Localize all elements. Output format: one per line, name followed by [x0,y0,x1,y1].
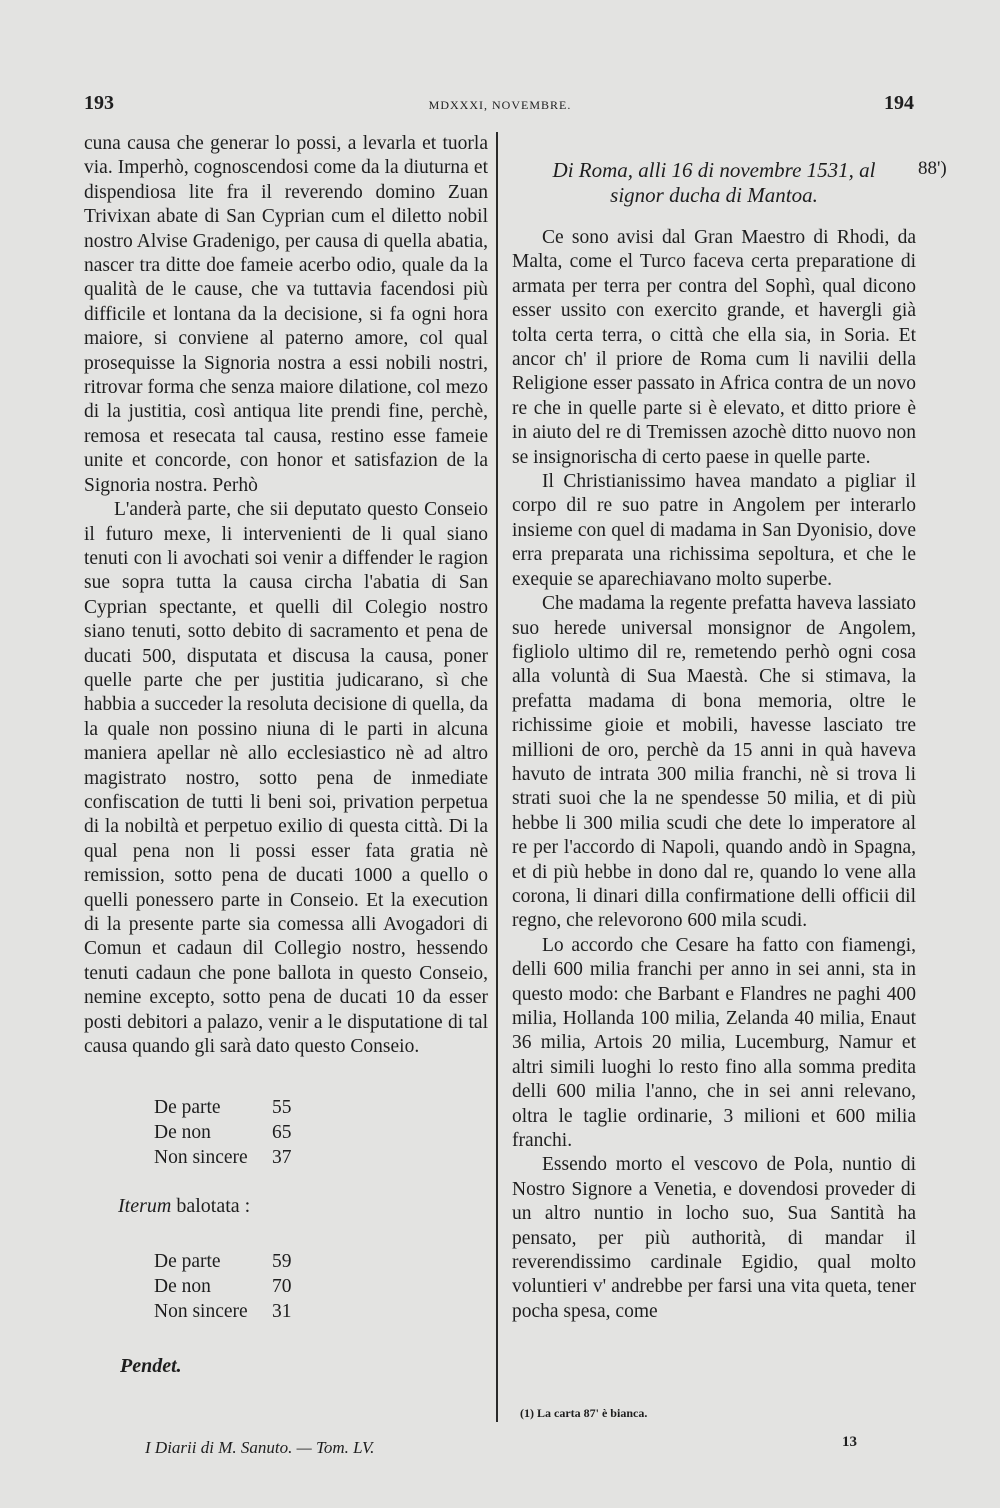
vote-label: Non sincere [154,1300,248,1322]
vote-table-1 [154,1095,292,1170]
paragraph: L'anderà parte, che sii deputato questo Conseio il futuro mexe, li intervenienti de li qual siano tenuti con li avochati soi venir a diffender le ragion sue sopra tutta la causa circha l'abatia di San Cyprian spectante, et quelli dil Colegio nostro siano tenuti, sotto debito di sacramento et pena de ducati 500, disputata et discusa la causa, poner quelle parte che per justitia judicarano, sì che habbia a succeder la resoluta decisione di quella, da la quale non possino niuna di le parti in alcuna maniera apellar nè allo ecclesiastico nè ad altro magistrato nostro, sotto pena de inmediate confiscation de tutti li beni soi, privation perpetua di la nobiltà et perpetuo exilio di questa città. Di la qual pena non li possi esser fata gratia nè remission, sotto pena de ducati 1000 a quello o quelli ponessero parte in Conseio. Et la execution di la presente parte sia comessa alli Avogadori di Comun et cadaun dil Collegio nostro, hessendo tenuti cadaun che pone ballota in questo Conseio, nemine excepto, sotto pena de ducati 10 da esser posti debitori a palazo, venir a le disputatione di tal causa quando gli sarà dato questo Conseio. [84,499,488,1058]
iterum-word: Iterum [118,1195,172,1218]
pendet-note: Pendet. [120,1354,182,1377]
heading-line-1: Di Roma, alli 16 di novembre 1531, al [552,158,876,182]
paragraph: Essendo morto el vescovo de Pola, nuntio di Nostro Signore a Venetia, e dovendosi proveder di un altro nuntio in locho suo, Sua Santità ha pensato, per più authorità, di mandar il reverendissimo cardinale Egidio, qual molto voluntieri v' andrebbe per farsi una vita queta, tener pocha spesa, come [512,1154,916,1322]
footnote: (1) La carta 87' è bianca. [520,1406,648,1420]
iterum-rest: balotata : [171,1195,251,1218]
column-divider [496,132,498,1422]
vote-value: 55 [272,1097,292,1119]
signature-mark: 13 [842,1434,857,1450]
vote-label: De parte [154,1250,221,1272]
vote-value: 70 [272,1275,292,1297]
right-column [512,158,916,1324]
vote-value: 37 [272,1147,292,1169]
margin-number: 88') [918,158,947,179]
paragraph: Lo accordo che Cesare ha fatto con fiamengi, delli 600 milia franchi per anno in sei anni, sta in questo modo: che Barbant e Flandres ne paghi 400 milia, Hollanda 100 milia, Zelanda 40 milia, Enaut 36 milia, Artois 20 milia, Lucemburg, Namur et altri simili luoghi lo resto fino alla somma predita delli 600 milia l'anno, che in sei anni relevano, oltra le taglie ordinarie, 3 milioni et 600 milia franchi. [512,934,916,1152]
paragraph: Il Christianissimo havea mandato a pigliar il corpo dil re suo patre in Angolem per interarlo insieme con quel di madama in San Dyonisio, dove erra preparata una richissima sepoltura, et che le exequie se aparechiavano molto superbe. [512,471,916,590]
vote-label: De non [154,1275,211,1297]
vote-value: 65 [272,1122,292,1144]
left-column [84,132,488,1378]
paragraph: Ce sono avisi dal Gran Maestro di Rhodi, da Malta, come el Turco faceva certa preparatione di armata per terra per contra del Sophì, qual dicono esser ussito con exercito grande, et havergli già tolta certa terra, o città che ella sia, in Soria. Et ancor ch' il priore de Roma cum li navilii della Religione esser passato in Africa contra de un novo re che in quelle parte si è elevato, et ditto priore è in aiuto del re di Tremissen azochè ditto nuovo non se insignorischa di certo paese in quelle parte. [512,227,916,468]
footer-citation: I Diarii di M. Sanuto. — Tom. LV. [145,1438,375,1457]
page-number-right: 194 [884,92,914,114]
vote-label: Non sincere [154,1147,248,1169]
letter-heading [512,158,916,208]
vote-value: 31 [272,1300,292,1322]
paragraph: Che madama la regente prefatta haveva lassiato suo herede universal monsignor de Angolem, figliolo ultimo dil re, remetendo perhò ogni cosa alla voluntà di Sua Maestà. Che si stimava, la prefatta madama di bona memoria, oltre le richissime gioie et mobili, havesse lasciato tre millioni de oro, perchè da 15 anni in quà haveva havuto de intrata 300 milia franchi, nè si trova li strati suoi che la ne spendesse 50 milia, et di più hebbe li 300 milia scudi che dete lo imperatore al re per l'accordo di Napoli, quando andò in Spagna, et di più hebbe in dono dal re, quando lo vene alla corona, li dinari dilla confirmatione delli officii dil regno, che relevorono 600 mila scudi. [512,593,916,932]
vote-label: De non [154,1122,211,1144]
heading-line-2: signor ducha di Mantoa. [610,183,818,207]
vote-label: De parte [154,1097,221,1119]
running-title: MDXXXI, NOVEMBRE. [428,98,572,112]
iterum-line [118,1194,488,1218]
vote-value: 59 [272,1250,292,1272]
page-number-left: 193 [84,92,114,114]
vote-table-2 [154,1249,292,1324]
paragraph: cuna causa che generar lo possi, a levarla et tuorla via. Imperhò, cognoscendosi come da la diuturna et dispendiosa lite fra il reverendo domino Zuan Trivixan abate di San Cyprian cum el diletto nobil nostro Alvise Gradenigo, per causa di quella abatia, nascer tra ditte doe fameie acerbo odio, quale da la qualità de le cause, che va tuttavia facendosi più difficile et lontana da la decisione, si fa ogni hora maiore, si conviene al paterno amore, col qual prosequisse la Signoria nostra a essi nobili nostri, ritrovar forma che senza maiore dilatione, col mezo di la justitia, così antiqua lite prendi fine, perchè, remosa et resecata tal causa, restino esse fameie unite et concorde, con honor et satisfazion de la Signoria nostra. Perhò [84,133,488,496]
